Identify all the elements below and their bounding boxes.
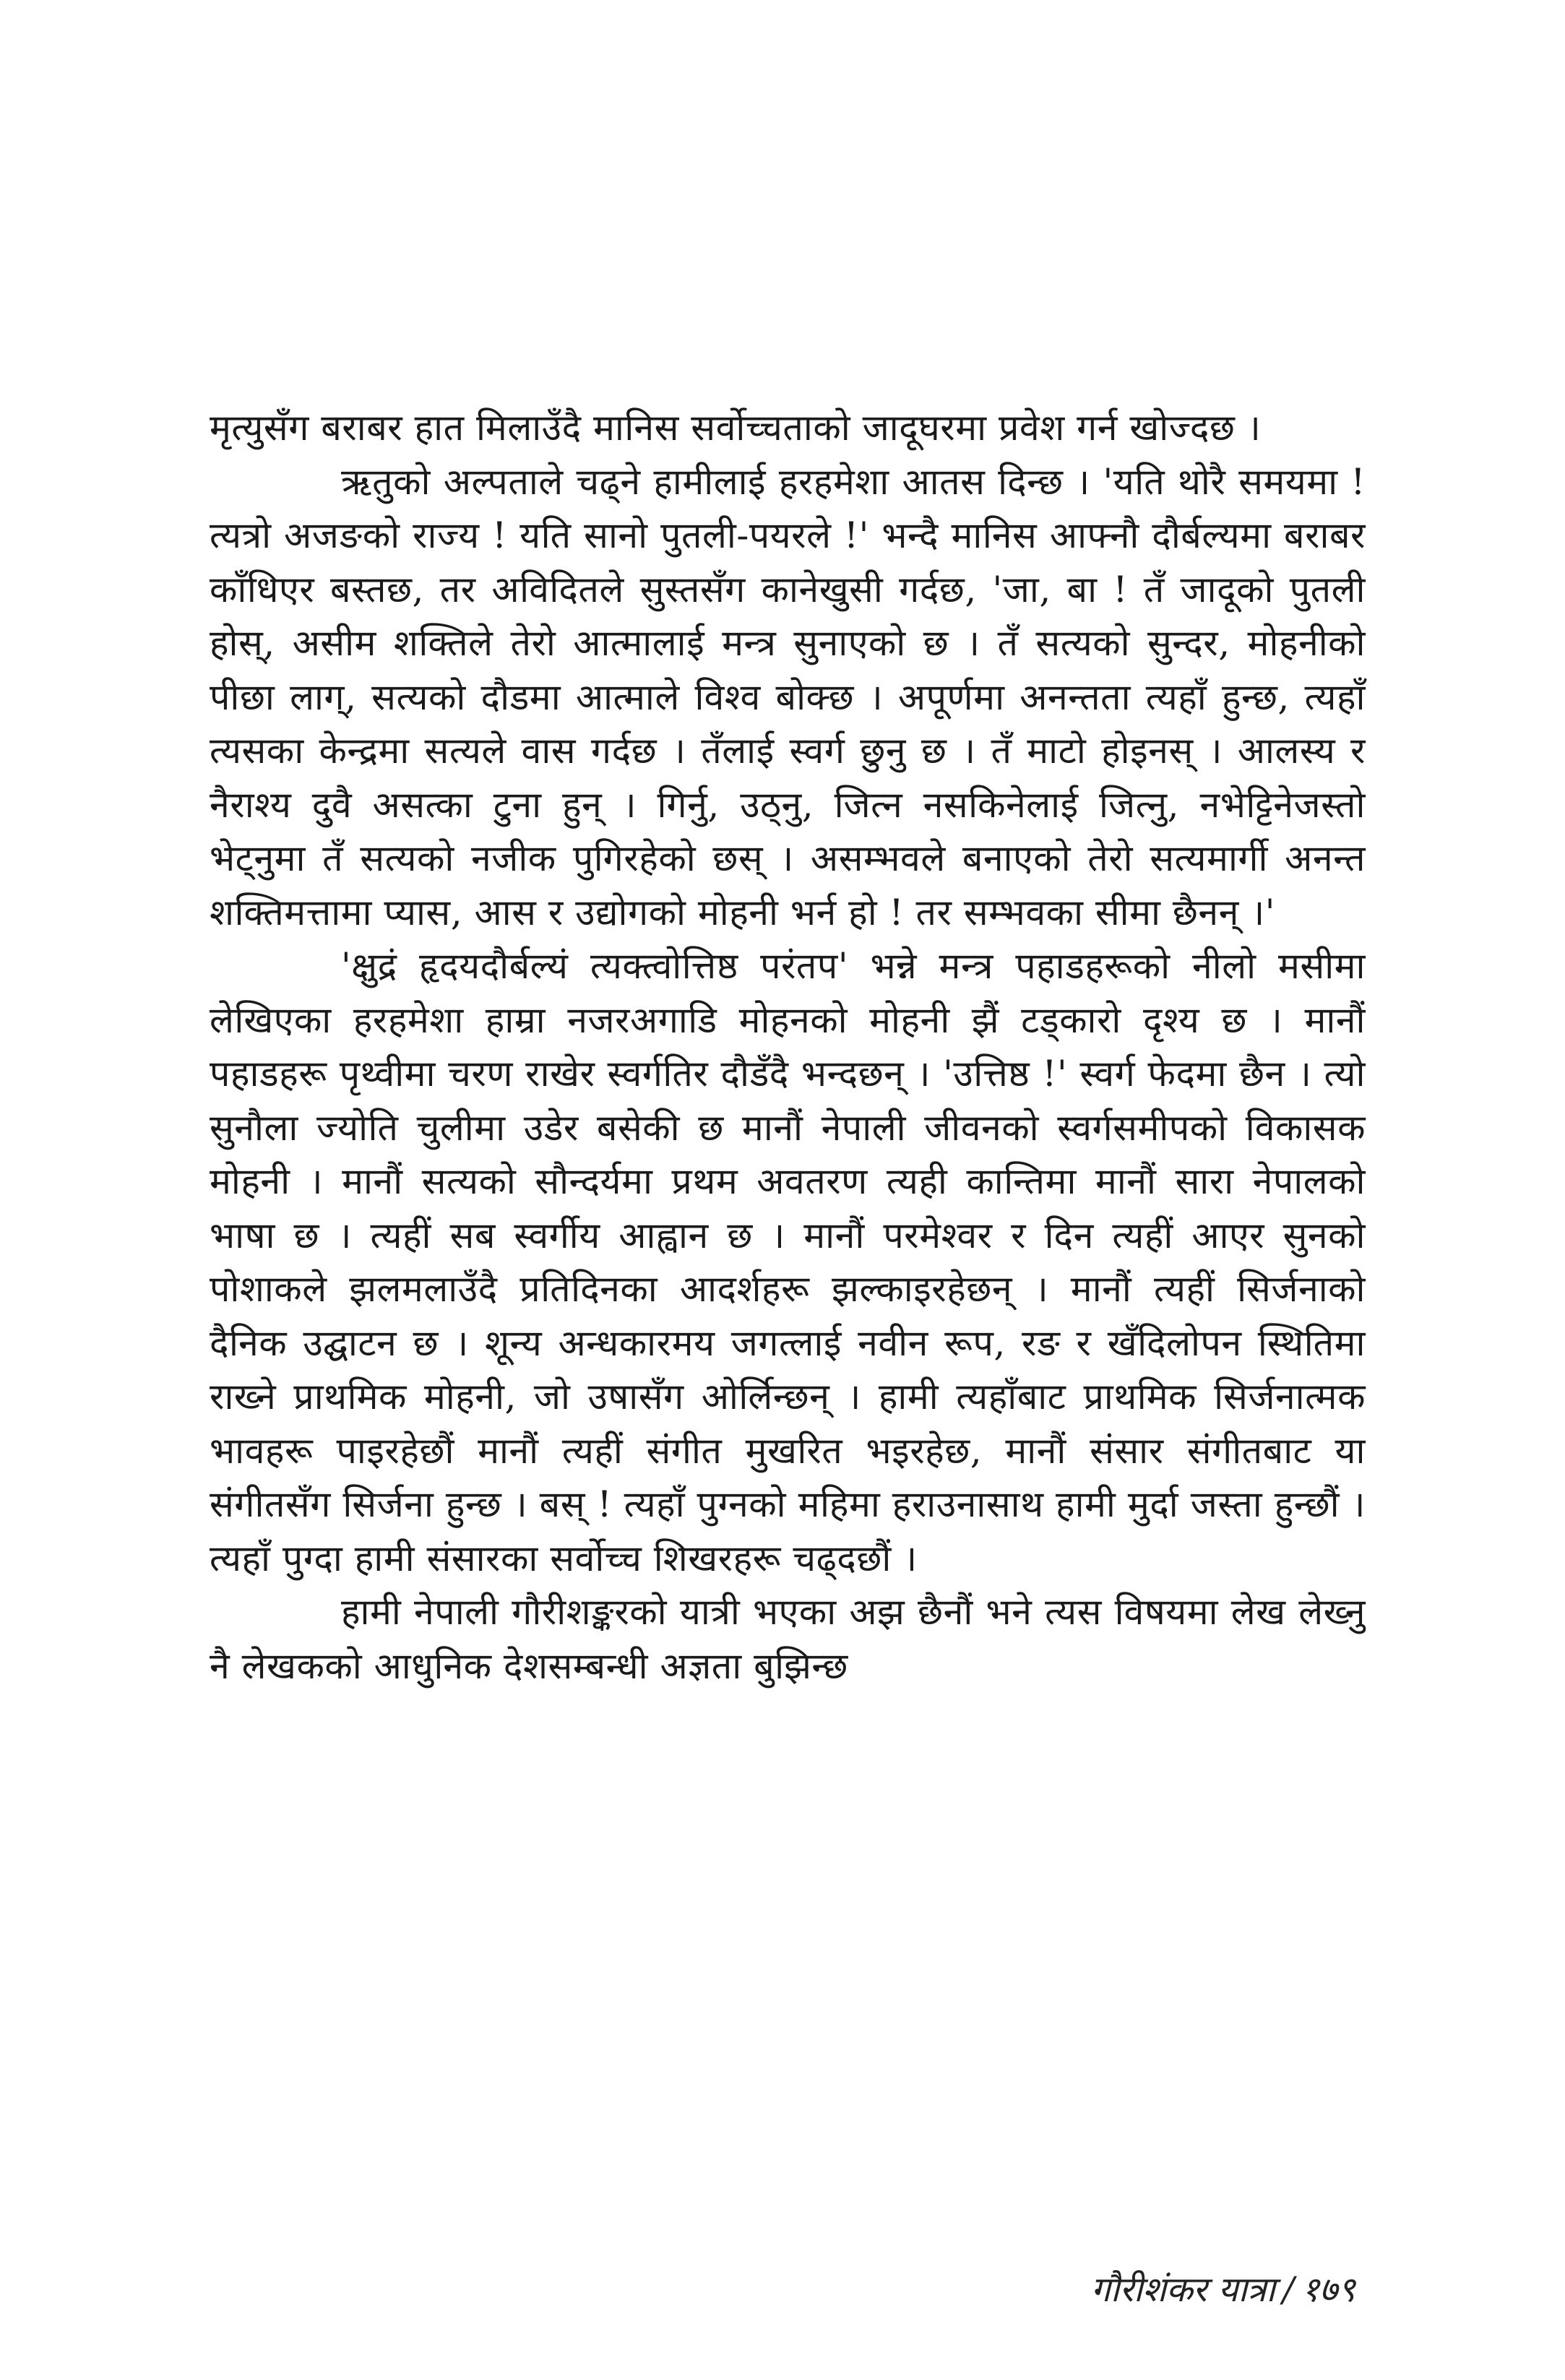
paragraph-2: ऋतुको अल्पताले चढ्ने हामीलाई हरहमेशा आतस दिन्छ । 'यति थोरै समयमा ! त्यत्रो अजङको राज्य ! यति सानो पुतली-पयरले !' भन्दै मानिस आफ्नौ दौर्बल्यमा बराबर काँधिएर बस्तछ, तर अविदितले सुस्तसँग कानेखुसी गर्दछ, 'जा, बा ! तँ जादूको पुतली होस्, असीम शक्तिले तेरो आत्मालाई मन्त्र सुनाएको छ । तँ सत्यको सुन्दर, मोहनीको पीछा लाग्, सत्यको दौडमा आत्माले विश्व बोक्छ । अपूर्णमा अनन्तता त्यहाँ हुन्छ, त्यहाँ त्यसका केन्द्रमा सत्यले वास गर्दछ । तँलाई स्वर्ग छुनु छ । तँ माटो होइनस् । आलस्य र नैराश्य दुवै असत्का टुना हुन् । गिर्नु, उठ्नु, जित्न नसकिनेलाई जित्नु, नभेट्टिनेजस्तो भेट्नुमा तँ सत्यको नजीक पुगिरहेको छस् । असम्भवले बनाएको तेरो सत्यमार्गी अनन्त शक्तिमत्तामा प्यास, आस र उद्योगको मोहनी भर्न हो ! तर सम्भवका सीमा छैनन् ।' xyxy=(210,460,1366,934)
footer-title: गौरीशंकर यात्रा xyxy=(1090,2269,1275,2310)
paragraph-1: मृत्युसँग बराबर हात मिलाउँदै मानिस सर्वोच्चताको जादूघरमा प्रवेश गर्न खोज्दछ । xyxy=(210,407,1262,449)
running-footer xyxy=(1091,2265,1355,2312)
paragraph-3: 'क्षुद्रं हृदयदौर्बल्यं त्यक्त्वोत्तिष्ठ परंतप' भन्ने मन्त्र पहाडहरूको नीलो मसीमा लेखिएका हरहमेशा हाम्रा नजरअगाडि मोहनको मोहनी झैं टड्कारो दृश्य छ । मानौं पहाडहरू पृथ्वीमा चरण राखेर स्वर्गतिर दौडँदै भन्दछन् । 'उत्तिष्ठ !' स्वर्ग फेदमा छैन । त्यो सुनौला ज्योति चुलीमा उडेर बसेकी छ मानौं नेपाली जीवनको स्वर्गसमीपको विकासक मोहनी । मानौं सत्यको सौन्दर्यमा प्रथम अवतरण त्यही कान्तिमा मानौं सारा नेपालको भाषा छ । त्यहीं सब स्वर्गीय आह्वान छ । मानौं परमेश्वर र दिन त्यहीं आएर सुनको पोशाकले झलमलाउँदै प्रतिदिनका आदर्शहरू झल्काइरहेछन् । मानौं त्यहीं सिर्जनाको दैनिक उद्घाटन छ । शून्य अन्धकारमय जगत्लाई नवीन रूप, रङ र खँदिलोपन स्थितिमा राख्ने प्राथमिक मोहनी, जो उषासँग ओर्लिन्छन् । हामी त्यहाँबाट प्राथमिक सिर्जनात्मक भावहरू पाइरहेछौं मानौं त्यहीं संगीत मुखरित भइरहेछ, मानौं संसार संगीतबाट या संगीतसँग सिर्जना हुन्छ । बस् ! त्यहाँ पुग्नको महिमा हराउनासाथ हामी मुर्दा जस्ता हुन्छौं । त्यहाँ पुग्दा हामी संसारका सर्वोच्च शिखरहरू चढ्दछौं । xyxy=(210,945,1366,1579)
paragraph-4: हामी नेपाली गौरीशङ्करको यात्री भएका अझ छैनौं भने त्यस विषयमा लेख लेख्नु नै लेखकको आधुनिक देशसम्बन्धी अज्ञता बुझिन्छ xyxy=(210,1591,1366,1687)
page-number: १७९ xyxy=(1301,2269,1355,2310)
footer-separator: / xyxy=(1282,2269,1295,2310)
body-text xyxy=(210,401,1366,1693)
